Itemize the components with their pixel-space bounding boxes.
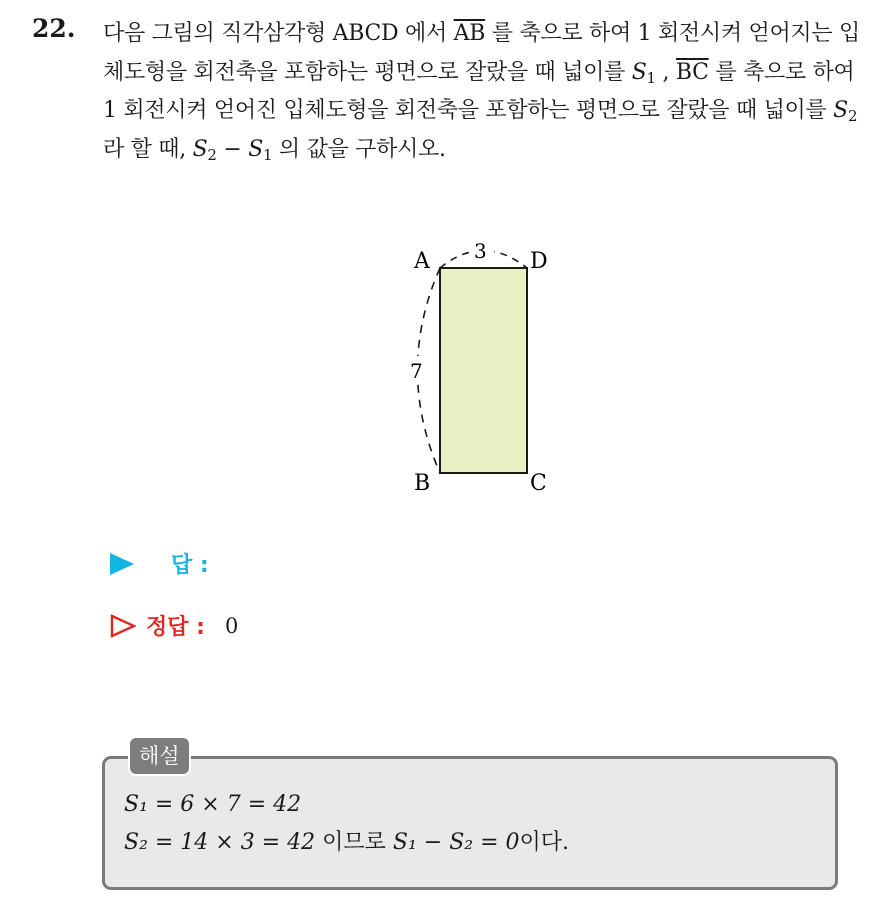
label-width: 3 (474, 239, 487, 263)
play-outline-icon (110, 614, 136, 638)
correct-answer-row (110, 610, 238, 641)
vertex-a: A (414, 249, 430, 274)
rectangle-abcd (440, 268, 527, 473)
answer-label: 답 : (171, 553, 209, 578)
answer-row (110, 548, 209, 579)
rectangle-figure (400, 228, 570, 498)
solution-box (102, 756, 838, 890)
correct-answer-label: 정답 : (146, 615, 205, 640)
vertex-c: C (530, 471, 547, 496)
segment-bc: $\overline{BC}$ (675, 59, 709, 85)
vertex-d: D (530, 249, 548, 274)
solution-line-2: S₂ = 14 × 3 = 42 이므로 S₁ − S₂ = 0이다. (124, 830, 570, 855)
correct-answer-value: 0 (224, 613, 239, 638)
question-text: 다음 그림의 직각삼각형 ABCD 에서 $\overline{AB}$ 를 축으로 하여 1 회전시켜 얻어지는 입체도형을 회전축을 포함하는 평면으로 잘랐을 때 넓이를 $S_1$ , $\overline{BC}$ 를 축으로 하여 1 회전시켜 얻어진 입체도형을 회전축을 포함하는 평면으로 잘랐을 때 넓이를 $S_2$ 라 할 때, $S_2 - S_1$ 의 값을 구하시오. (103, 21, 860, 164)
solution-title: 해설 (128, 736, 191, 776)
solution-line-1: S₁ = 6 × 7 = 42 (124, 792, 302, 817)
play-icon (110, 553, 134, 575)
question-number: 22. (32, 14, 76, 43)
segment-ab: $\overline{AB}$ (453, 21, 486, 46)
vertex-b: B (414, 471, 431, 496)
label-height: 7 (410, 359, 423, 383)
